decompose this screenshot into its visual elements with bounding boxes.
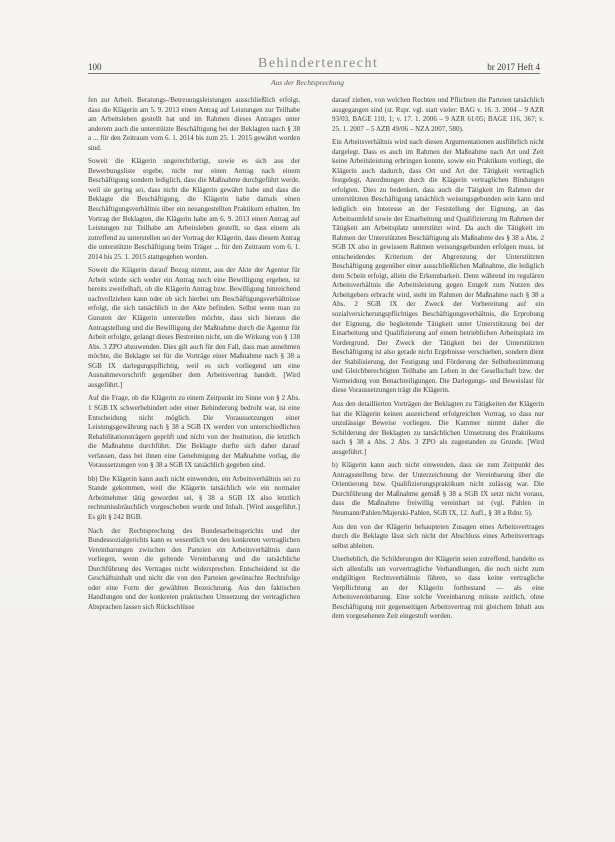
right-column <box>332 96 544 626</box>
paragraph: darauf ziehen, von welchen Rechten und Pflichten die Parteien tatsächlich ausgegangen sind (st. Rspr. vgl. statt vieler: BAG v. 16. 3. 2004 – 9 AZR 93/03, BAGE 110, 1; v. 17. 1. 2006 – 9 AZR 61/05; BAGE 116, 367; v. 25. 1. 2007 – 5 AZB 49/06 – NZA 2007, 580). <box>332 96 544 133</box>
header-rule <box>88 73 540 74</box>
journal-title: Behindertenrecht <box>258 56 379 71</box>
paragraph: Aus den detaillierten Vorträgen der Beklagten zu Tätigkeiten der Klägerin hat die Klägerin keinen ausreichend erfolgreichen Vortrag, so dass nur unzulässige Beweise vorliegen. Die Kammer nimmt daher die Schilderung der Beklagten zu tatsächlichen Umsetzung des Praktikums nach § 38 a Abs. 2 Abs. 3 ZPO als zugestanden zu Grunde. [Wird ausgeführt.] <box>332 399 544 456</box>
paragraph: bb) Die Klägerin kann auch nicht einwenden, ein Arbeitsverhältnis sei zu Stande gekommen, weil die Klägerin tatsächlich wie ein normaler Arbeitnehmer tätig geworden sei, § 38 a SGB IX also letztlich rechtsmissbräuchlich vorgeschoben wurde und Inhalt. [Wird ausgeführt.] Es gilt § 242 BGB. <box>88 474 300 521</box>
left-column <box>88 96 300 616</box>
paragraph: Ein Arbeitsverhältnis wird nach diesen Argumentationen ausführlich nicht dargelegt. Dass es auch im Rahmen der Maßnahme nach Art und Zeit keine Arbeitsleistung erbringen konnte, sowie ein Praktikum vorliegt, die Klägerin auch dadurch, dass Ort und Art der Tätigkeit vertraglich festgelegt, Anordnungen durch die Klägerin vertraglichen Bindungen erfolgten. Dies zu bedenken, dass auch die Tätigkeit im Rahmen der unterstützten Beschäftigung tatsächlich weisungsgebunden sein kann und lediglich ein Interesse an der Feststellung der Eignung, an das Arbeitsumfeld sowie der Einarbeitung und Qualifizierung im Rahmen der Tätigkeit am Arbeitsplatz unterstützt wird. Da auch die Tätigkeit im Rahmen der Unterstützten Beschäftigung als Maßnahme des § 38 a Abs. 2 SGB IX also in gewissem Rahmen weisungsgebunden erfolgen muss, ist entscheidendes Kriterium der Abgrenzung der Unterstützten Beschäftigung gegenüber einer ausschließlichen Maßnahme, die lediglich dem Schein erfolgt, allein die Erkennbarkeit. Denn während im regulären Arbeitsverhältnis die Arbeitsleistung gegen Entgelt zum Nutzen des Arbeitgebers erbracht wird, steht im Rahmen der Maßnahme nach § 38 a Abs. 2 SGB IX der Zweck der Vorbereitung auf ein sozialversicherungspflichtiges Beschäftigungsverhältnis, die Erprobung der Eignung, die begleitende Tätigkeit unter Unterstützung bei der Einarbeitung und Qualifizierung auf einem betrieblichen Arbeitsplatz im Vordergrund. Der Zweck der Tätigkeit bei der Unterstützten Beschäftigung ist also gerade nicht Ergebnisse verschieben, sondern dient der Stabilisierung, der Festigung und Förderung der Selbstbestimmung und Gleichberechtigten Teilhabe am Leben in der Gesellschaft bzw. der Vermeidung von Benachteiligungen. Die Darlegungs- und Beweislast für diese Voraussetzungen trägt die Klägerin. <box>332 138 544 395</box>
paragraph: Auf die Frage, ob die Klägerin zu einem Zeitpunkt im Sinne von § 2 Abs. 1 SGB IX schwerbehindert oder einer Behinderung bedroht war, ist eine Entscheidung nicht möglich. Die Voraussetzungen einer Leistungsgewährung nach § 38 a SGB IX werden von unterschiedlichen Rehabilitationsträgern geprüft und nicht von der Institution, die letztlich die Maßnahme durchführt. Die Beklagte durfte sich daher darauf verlassen, dass bei ihnen eine Genehmigung der Maßnahme vorlag, die Voraussetzungen von § 38 a SGB IX tatsächlich gegeben sind. <box>88 394 300 470</box>
paragraph: b) Klägerin kann auch nicht einwenden, dass sie zum Zeitpunkt des Antragsstellung bzw. der Unterzeichnung der Vereinbarung über die Orientierung bzw. Qualifizierungspraktikum nicht zulässig war. Die Durchführung der Maßnahme gemäß § 38 a SGB IX setzt nicht voraus, dass die Maßnahme freiwillig vereinbart ist (vgl. Pahlen in Neumann/Pahlen/Majerski-Pahlen, SGB IX, 12. Aufl., § 38 a Rdnr. 5). <box>332 461 544 517</box>
issue-label: br 2017 Heft 4 <box>487 62 540 72</box>
paragraph: Nach der Rechtsprechung des Bundesarbeitsgerichts und der Bundessozialgerichts kann es wesentlich von den konkreten vertraglichen Vereinbarungen zwischen den Parteien ein Arbeitsverhältnis dann vorliegen, wenn die geltende Vereinbarung und die tatsächliche Durchführung des Vertrages nicht widersprechen. Entscheidend ist die Geschäftsinhalt und nicht die von den Parteien gewünschte Rechtsfolge oder eine Form der gewählten Bezeichnung. Aus den faktischen Handlungen und der konkreten praktischen Umsetzung der vertraglichen Absprachen lassen sich Rückschlüsse <box>88 526 300 611</box>
paragraph: Aus den von der Klägerin behaupteten Zusagen eines Arbeitsvertrages durch die Beklagte lässt sich nicht der Abschluss eines Arbeitsvertrags selbst ableiten. <box>332 522 544 550</box>
section-title: Aus der Rechtsprechung <box>270 78 345 87</box>
paragraph: fen zur Arbeit. Beratungs-/Betreuungsleistungen ausschließlich erfolgt, dass die Klägerin am 5. 9. 2013 einen Antrag auf Leistungen zur Teilhabe am Arbeitsleben gestellt hat und im Rahmen dieses Antrages unter anderem auch die unterstützte Beschäftigung bei der Beklagten nach § 38 a ... für den Zeitraum vom 6. 1. 2014 bis zum 25. 1. 2015 gewährt worden sind. <box>88 96 300 152</box>
page-number: 100 <box>88 62 102 72</box>
paragraph: Soweit die Klägerin darauf Bezug nimmt, aus der Akte der Agentur für Arbeit würde sich weder ein Antrag noch eine Bewilligung ergeben, ist bereits zweifelhaft, ob die Klägerin Antrag bzw. Bewilligung hinreichend nachvollziehen kann oder ob sich hierbei um Beschäftigungsverhältnisse erfolgt, die sich tatsächlich in der Akte befinden. Selbst wenn man zu Gunsten der Klägerin unterstellen möchte, dass sich hieraus die Antragstellung und die Bewilligung der Maßnahme durch die Agentur für Arbeit erfolgte, gelangt dieses Bestreiten nicht, um die Wirkung von § 138 Abs. 3 ZPO abzuwenden. Dies gilt auch für den Fall, dass man annehmen möchte, die Beklagte sei für die Vorträge einer Maßnahme nach § 38 a SGB IX darlegungspflichtig, weil es sich vorliegend um eine Ausnahmevorschrift gegenüber dem Arbeitsvertrag handelt. [Wird ausgeführt.] <box>88 266 300 389</box>
paragraph: Unerheblich, die Schilderungen der Klägerin seien zutreffend, handelte es sich allenfalls um vorvertragliche Verhandlungen, die noch nicht zum endgültigen Rechtsverhältnis führen, so dass keine vertragliche Verpflichtung an der Klägerin fortbestand — als eine Arbeitsvereinbarung. Eine solche Vereinbarung müsste zeitlich, ohne Beschäftigung mit gegenseitigen Arbeitsvertrag mit gleichem Inhalt aus dem vorgesehenen Zeit eingestuft werden. <box>332 555 544 621</box>
paragraph: Soweit die Klägerin ungerechtfertigt, sowie es sich aus der Bewerbungsliste ergebe, nicht nur einen Antrag nach einem Beschäftigung sondern lediglich, dass die Maßnahme durchgeführt werde, weil sie gering sei, dass nicht die Klägerin gewährt habe und dass die Beklagte die Beschäftigung, die Klägerin habe damals einen Beschäftigungsverhältnis über ein neuangestellten Praktikum erhalten. Im Vortrag der Beklagten, die Klägerin habe am 6. 9. 2013 einen Antrag auf Leistungen zur Teilhabe am Arbeitsleben gestellt, so dass einem als zutreffend zu unterstellen sei der Vortrag der Klägerin, dass diesem Antrag die unterstützte Beschäftigung beim Träger ... für den Zeitraum vom 6. 1. 2014 bis 25. 1. 2015 stattgegeben worden. <box>88 157 300 261</box>
